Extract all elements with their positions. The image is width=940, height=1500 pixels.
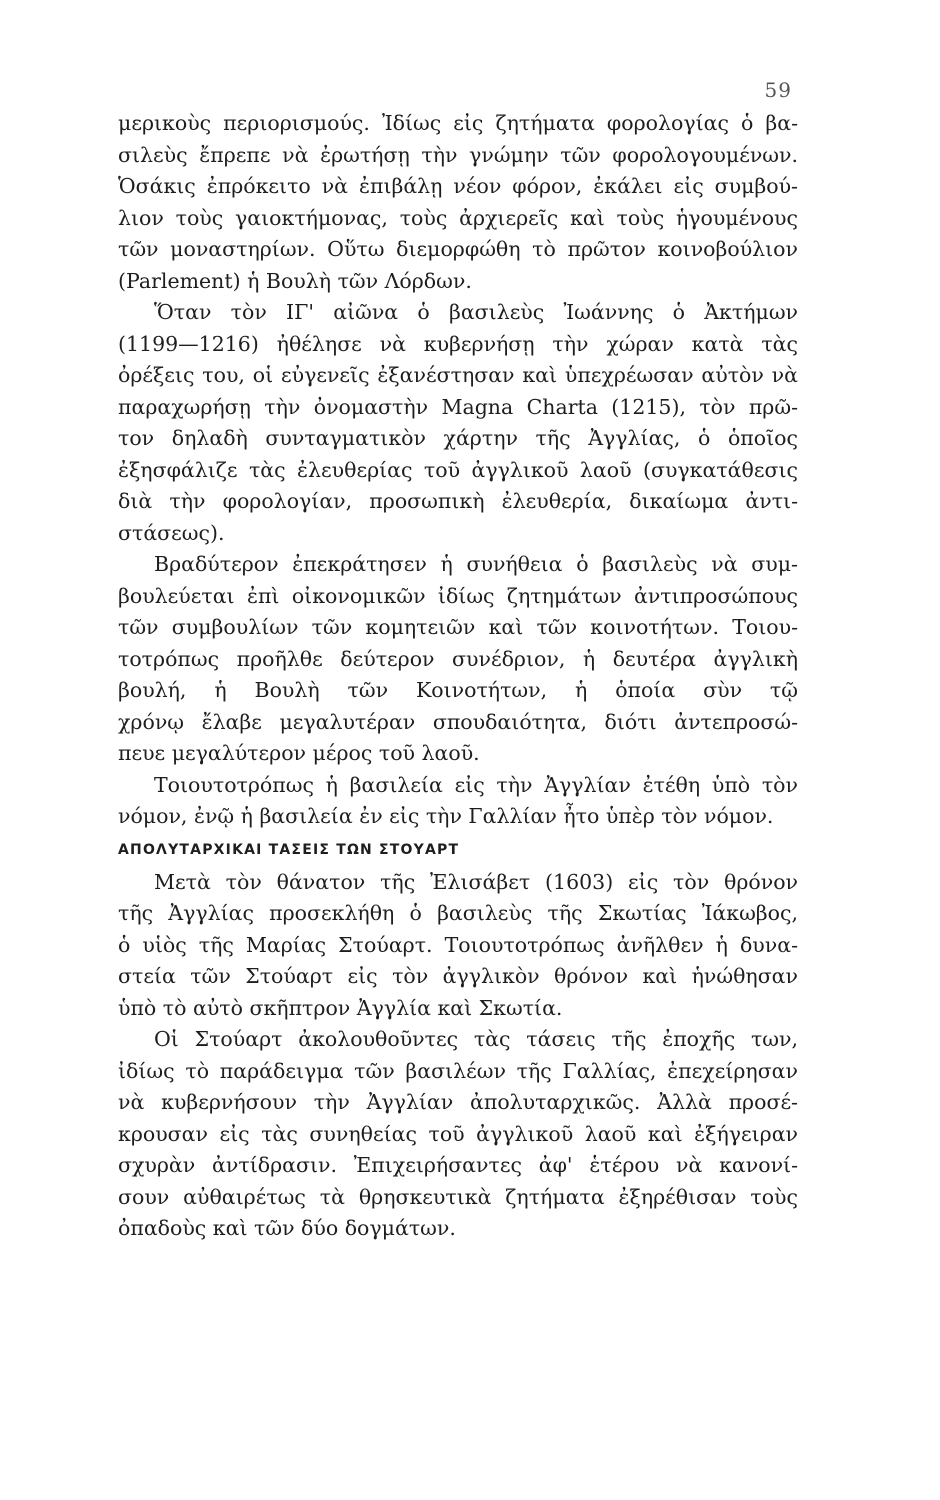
text-line: διὰ τὴν φορολογίαν, προσωπικὴ ἐλευθερία, δικαίωμα ἀντι- [118,489,798,513]
paragraph-4 [118,770,798,833]
text-line: πευε μεγαλύτερον μέρος τοῦ λαοῦ. [118,741,480,765]
paragraph-3 [118,549,798,770]
text-line: βουλεύεται ἐπὶ οἰκονομικῶν ἰδίως ζητημάτων ἀντιπροσώπους [118,583,798,608]
text-line: νόμον, ἐνῷ ἡ βασιλεία ἐν εἰς τὴν Γαλλίαν ἦτο ὑπὲρ τὸν νόμον. [118,804,774,828]
text-line: Τοιουτοτρόπως ἡ βασιλεία εἰς τὴν Ἀγγλίαν ἐτέθη ὑπὸ τὸν [154,772,798,797]
text-line: τῆς Ἀγγλίας προσεκλήθη ὁ βασιλεὺς τῆς Σκωτίας Ἰάκωβος, [118,901,798,925]
text-line: ἰδίως τὸ παράδειγμα τῶν βασιλέων τῆς Γαλλίας, ἐπεχείρησαν [118,1058,798,1083]
page-number: 59 [764,78,792,102]
text-line: λιον τοὺς γαιοκτήμονας, τοὺς ἀρχιερεῖς καὶ τοὺς ἡγουμένους [118,205,798,230]
text-line: ὀρέξεις του, οἱ εὐγενεῖς ἐξανέστησαν καὶ ὑπεχρέωσαν αὐτὸν νὰ [118,363,798,387]
text-line: τον δηλαδὴ συνταγματικὸν χάρτην τῆς Ἀγγλίας, ὁ ὁποῖος [118,426,798,450]
paragraph-2 [118,297,798,549]
text-line: μερικοὺς περιορισμούς. Ἰδίως εἰς ζητήματα φορολογίας ὁ βα- [118,111,798,135]
paragraph-1 [118,108,798,297]
text-line: νὰ κυβερνήσουν τὴν Ἀγγλίαν ἀπολυταρχικῶς. Ἀλλὰ προσέ- [118,1090,798,1114]
text-line: (Parlement) ἡ Βουλὴ τῶν Λόρδων. [118,268,472,293]
text-line: Ὁσάκις ἐπρόκειτο νὰ ἐπιβάλῃ νέον φόρον, ἐκάλει εἰς συμβού- [118,174,798,198]
text-line: σιλεὺς ἔπρεπε νὰ ἐρωτήσῃ τὴν γνώμην τῶν φορολογουμένων. [118,142,798,167]
paragraph-5 [118,867,798,1025]
text-line: ὀπαδοὺς καὶ τῶν δύο δογμάτων. [118,1216,456,1240]
text-line: (1199—1216) ἠθέλησε νὰ κυβερνήσῃ τὴν χώραν κατὰ τὰς [118,331,798,356]
text-line: ἐξησφάλιζε τὰς ἐλευθερίας τοῦ ἀγγλικοῦ λαοῦ (συγκατάθεσις [118,457,798,482]
text-line: Μετὰ τὸν θάνατον τῆς Ἐλισάβετ (1603) εἰς τὸν θρόνον [154,869,798,894]
text-line: τῶν μοναστηρίων. Οὕτω διεμορφώθη τὸ πρῶτον κοινοβούλιον [118,237,798,261]
text-line: στάσεως). [118,520,225,545]
text-line: τοτρόπως προῆλθε δεύτερον συνέδριον, ἡ δευτέρα ἀγγλικὴ [118,646,798,671]
text-line: Βραδύτερον ἐπεκράτησεν ἡ συνήθεια ὁ βασιλεὺς νὰ συμ- [154,552,798,576]
text-line: ὁ υἱὸς τῆς Μαρίας Στούαρτ. Τοιουτοτρόπως ἀνῆλθεν ἡ δυνα- [118,932,798,957]
text-line: στεία τῶν Στούαρτ εἰς τὸν ἀγγλικὸν θρόνον καὶ ἡνώθησαν [118,964,798,988]
text-line: Οἱ Στούαρτ ἀκολουθοῦντες τὰς τάσεις τῆς ἐποχῆς των, [154,1027,798,1051]
text-line: Ὅταν τὸν ΙΓ' αἰῶνα ὁ βασιλεὺς Ἰωάννης ὁ Ἀκτήμων [154,300,798,324]
text-line: κρουσαν εἰς τὰς συνηθείας τοῦ ἀγγλικοῦ λαοῦ καὶ ἐξήγειραν [118,1121,798,1146]
text-body [118,108,798,1245]
paragraph-6 [118,1024,798,1245]
text-line: παραχωρήσῃ τὴν ὀνομαστὴν Magna Charta (1215), τὸν πρῶ- [118,394,798,419]
text-line: βουλή, ἡ Βουλὴ τῶν Κοινοτήτων, ἡ ὁποία σὺν τῷ [118,678,798,702]
text-line: χρόνῳ ἔλαβε μεγαλυτέραν σπουδαιότητα, διότι ἀντεπροσώ- [118,709,798,734]
text-line: σουν αὐθαιρέτως τὰ θρησκευτικὰ ζητήματα ἐξηρέθισαν τοὺς [118,1184,798,1209]
section-heading: ΑΠΟΛΥΤΑΡΧΙΚΑΙ ΤΑΣΕΙΣ ΤΩΝ ΣΤΟΥΑΡΤ [118,841,460,858]
text-line: ὑπὸ τὸ αὐτὸ σκῆπτρον Ἀγγλία καὶ Σκωτία. [118,995,563,1020]
text-line: σχυρὰν ἀντίδρασιν. Ἐπιχειρήσαντες ἀφ' ἑτέρου νὰ κανονί- [118,1153,798,1177]
text-line: τῶν συμβουλίων τῶν κομητειῶν καὶ τῶν κοινοτήτων. Τοιου- [118,615,798,639]
